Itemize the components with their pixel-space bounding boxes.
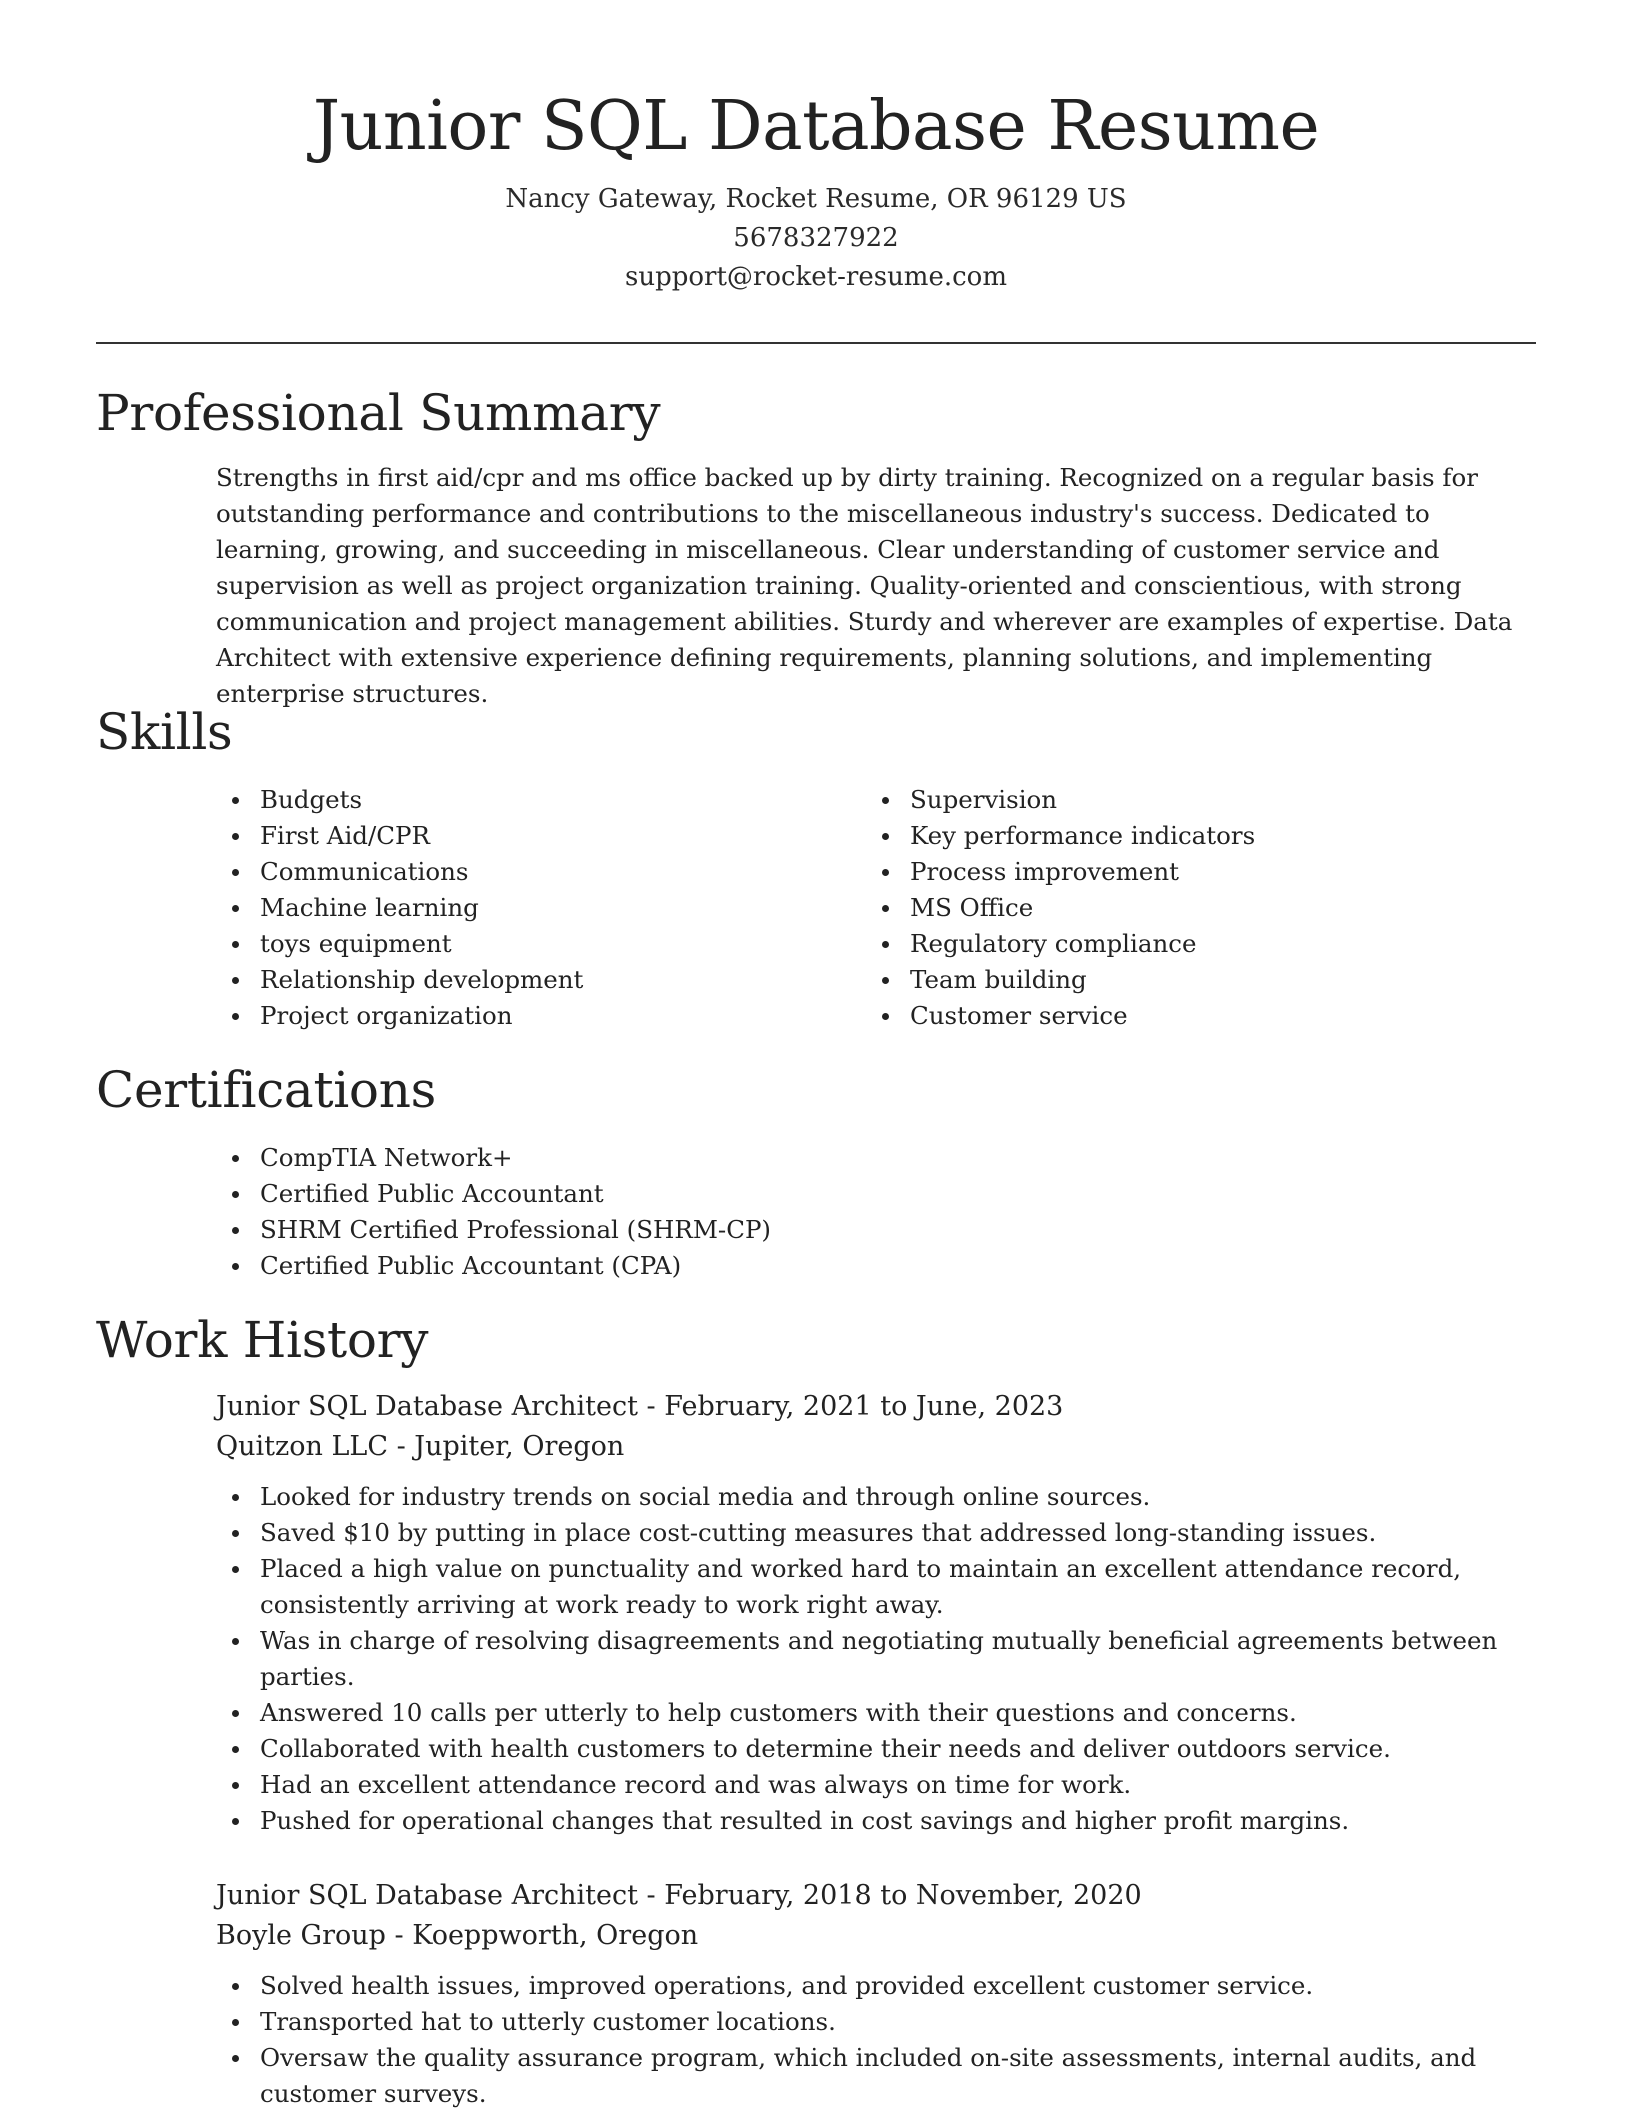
skill-item: toys equipment — [216, 926, 836, 962]
skill-item: Key performance indicators — [866, 818, 1486, 854]
contact-email[interactable]: support@rocket-resume.com — [624, 262, 1007, 292]
skill-item: Regulatory compliance — [866, 926, 1486, 962]
job-title: Junior SQL Database Architect — [216, 1880, 638, 1911]
skill-item: Communications — [216, 854, 836, 890]
summary-text: Strengths in first aid/cpr and ms office backed up by dirty training. Recognized on a regular basis for outstanding performance and contributions to the miscellaneous industry's success. Dedicated to learning, growing, and succeeding in miscellaneous. Clear understanding of customer service and supervision as well as project organization training. Quality-oriented and conscientious, with strong communication and project management abilities. Sturdy and wherever are examples of expertise. Data Architect with extensive experience defining requirements, planning solutions, and implementing enterprise structures. — [216, 463, 1513, 708]
skill-item: Process improvement — [866, 854, 1486, 890]
skill-item: Supervision — [866, 782, 1486, 818]
job-dates: February, 2021 to June, 2023 — [664, 1391, 1064, 1422]
skill-item: Machine learning — [216, 890, 836, 926]
job-bullet: Solved health issues, improved operations, and provided excellent customer service. — [216, 1968, 1536, 2004]
skills-list-right — [866, 782, 1486, 1034]
job-title-line: Junior SQL Database Architect - February, 2021 to June, 2023 — [216, 1391, 1064, 1422]
skill-item: Budgets — [216, 782, 836, 818]
section-heading-skills: Skills — [96, 703, 233, 761]
job-bullet: Saved $10 by putting in place cost-cutting measures that addressed long-standing issues. — [216, 1515, 1536, 1551]
job-dates: February, 2018 to November, 2020 — [664, 1880, 1142, 1911]
section-heading-work-history: Work History — [96, 1311, 429, 1369]
contact-phone: 5678327922 — [733, 223, 899, 253]
job-bullet: Was in charge of resolving disagreements and negotiating mutually beneficial agreements between parties. — [216, 1623, 1536, 1695]
job-company-line: Quitzon LLC - Jupiter, Oregon — [216, 1431, 625, 1462]
skill-item: Customer service — [866, 998, 1486, 1034]
job-location: Koeppworth, Oregon — [412, 1920, 699, 1951]
job-title-line: Junior SQL Database Architect - February, 2018 to November, 2020 — [216, 1880, 1142, 1911]
certification-item: SHRM Certified Professional (SHRM-CP) — [216, 1212, 1536, 1248]
job-location: Jupiter, Oregon — [414, 1431, 625, 1462]
job-company: Boyle Group — [216, 1920, 386, 1951]
skill-item: First Aid/CPR — [216, 818, 836, 854]
job-title: Junior SQL Database Architect — [216, 1391, 638, 1422]
job-entry — [216, 1387, 1536, 1839]
header-divider — [96, 342, 1536, 344]
document-title: Junior SQL Database Resume — [312, 87, 1320, 166]
contact-address: Nancy Gateway, Rocket Resume, OR 96129 US — [505, 184, 1127, 214]
section-heading-summary: Professional Summary — [96, 384, 661, 442]
skills-list-left — [216, 782, 836, 1034]
certification-item: CompTIA Network+ — [216, 1140, 1536, 1176]
job-bullet-list — [216, 1968, 1536, 2112]
job-company-line: Boyle Group - Koeppworth, Oregon — [216, 1920, 699, 1951]
skill-item: Project organization — [216, 998, 836, 1034]
skill-item: Team building — [866, 962, 1486, 998]
job-bullet: Had an excellent attendance record and was always on time for work. — [216, 1767, 1536, 1803]
resume-header — [0, 82, 1632, 297]
section-heading-certifications: Certifications — [96, 1061, 436, 1119]
job-bullet: Collaborated with health customers to determine their needs and deliver outdoors service. — [216, 1731, 1536, 1767]
job-bullet: Pushed for operational changes that resulted in cost savings and higher profit margins. — [216, 1803, 1536, 1839]
job-bullet: Looked for industry trends on social media and through online sources. — [216, 1479, 1536, 1515]
certification-item: Certified Public Accountant (CPA) — [216, 1248, 1536, 1284]
job-bullet: Placed a high value on punctuality and worked hard to maintain an excellent attendance record, consistently arriving at work ready to work right away. — [216, 1551, 1536, 1623]
job-bullet: Oversaw the quality assurance program, which included on-site assessments, internal audits, and customer surveys. — [216, 2040, 1536, 2112]
job-bullet-list — [216, 1479, 1536, 1839]
job-entry — [216, 1876, 1536, 2112]
skill-item: Relationship development — [216, 962, 836, 998]
certification-item: Certified Public Accountant — [216, 1176, 1536, 1212]
job-bullet: Answered 10 calls per utterly to help customers with their questions and concerns. — [216, 1695, 1536, 1731]
job-company: Quitzon LLC — [216, 1431, 388, 1462]
certifications-list — [216, 1140, 1536, 1284]
job-bullet: Transported hat to utterly customer locations. — [216, 2004, 1536, 2040]
skill-item: MS Office — [866, 890, 1486, 926]
